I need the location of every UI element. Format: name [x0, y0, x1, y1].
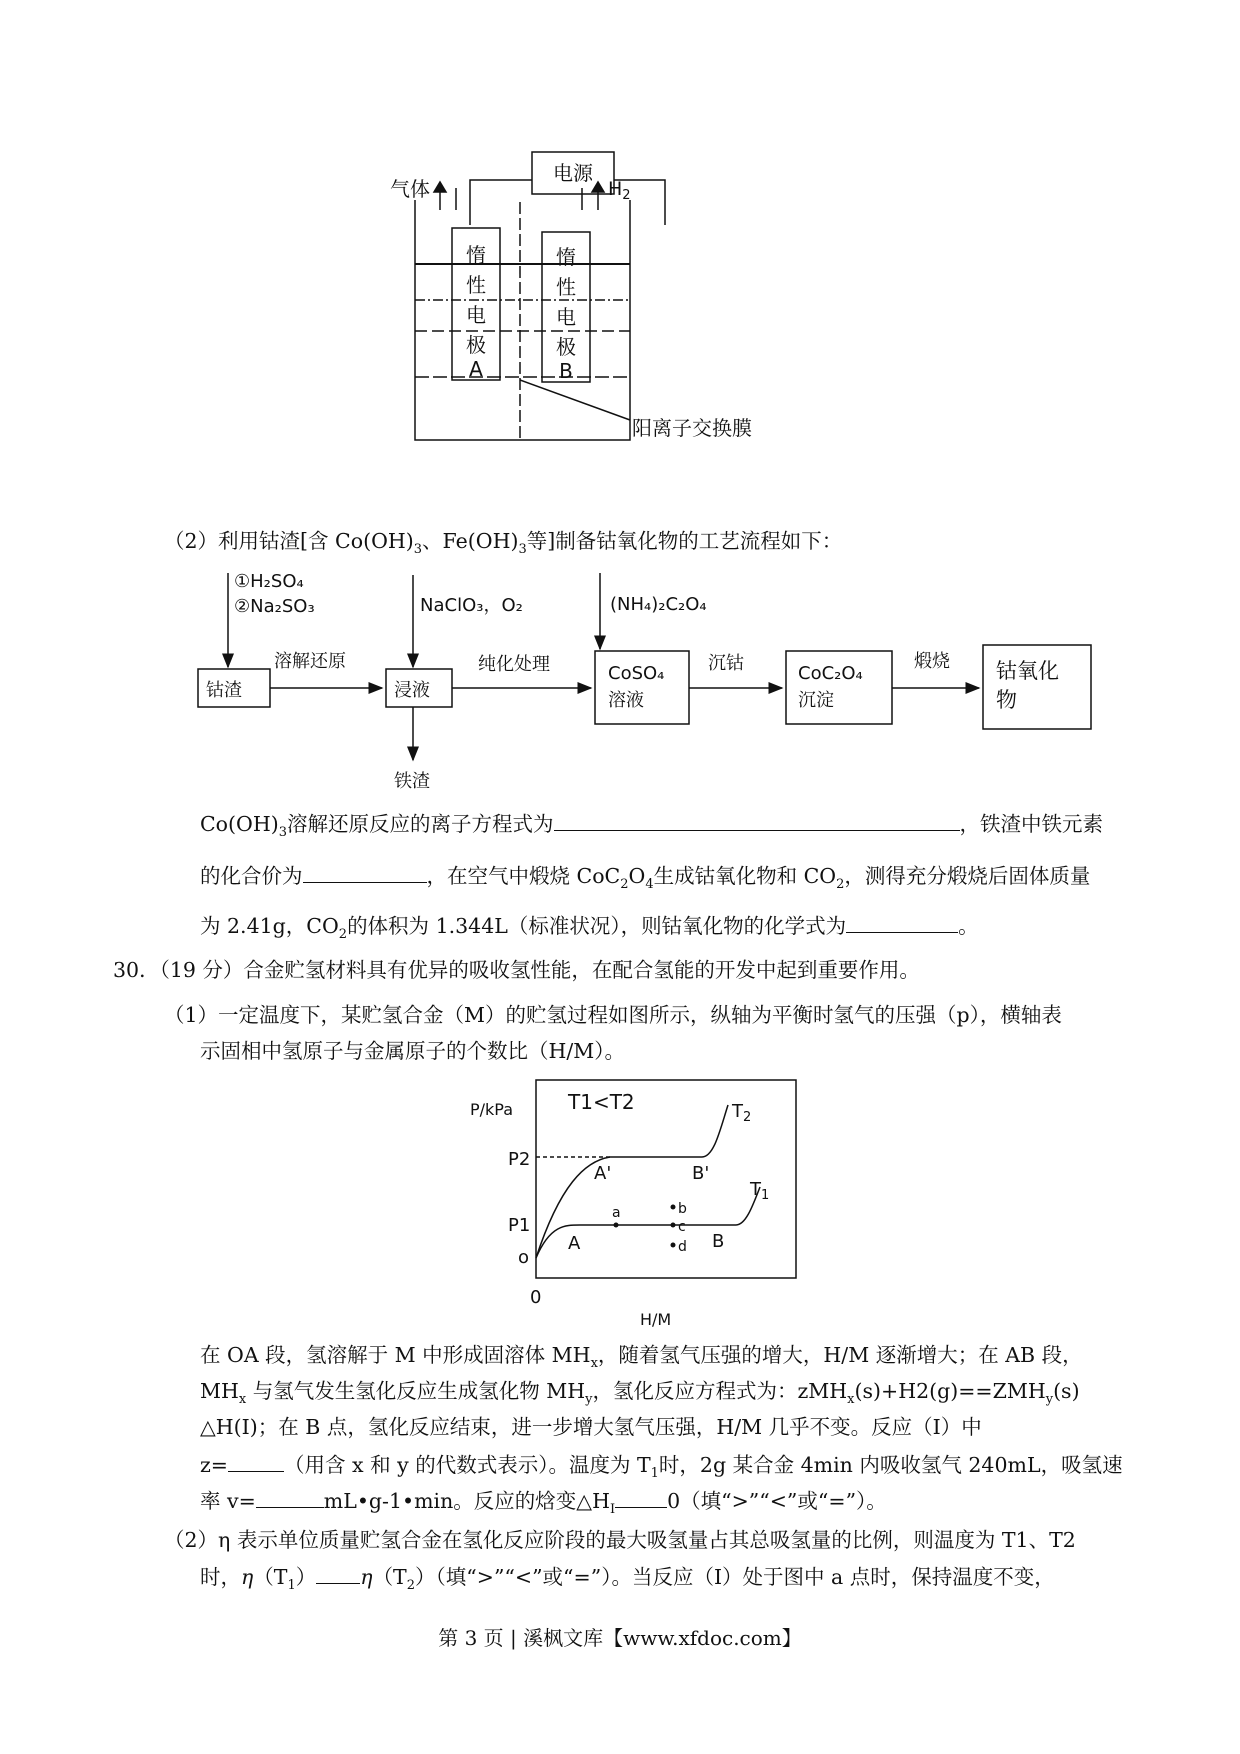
point-d-small: d [678, 1239, 687, 1255]
curve-t1-label: T [750, 1179, 761, 1200]
tick-p1: P1 [508, 1215, 531, 1236]
byproduct-iron-slag: 铁渣 [394, 771, 430, 792]
flow-box-3-line1: CoSO₄ [608, 663, 665, 684]
electrode-a-char: A [469, 357, 483, 381]
electrode-a-char: 惰 [466, 243, 486, 267]
reagent-3: (NH₄)₂C₂O₄ [610, 594, 707, 615]
electrode-b-char: 性 [556, 275, 576, 299]
flow-step-4: 煅烧 [914, 651, 950, 672]
curve-t2-sub: 2 [743, 1110, 752, 1125]
gas-out-left-label: 气体 [390, 177, 430, 201]
point-c-small: c [678, 1219, 686, 1235]
p1-text-line2: $MH_x$ 与氢气发生氢化反应生成氢化物 $MH_y$，氢化反应方程式为：$zMH_x(s)+H2(g)==ZMH_y(s)$ [200, 1379, 1080, 1408]
answer-blank-enthalpy[interactable] [615, 1485, 667, 1508]
q2-line-1: $Co(OH)_3$溶解还原反应的离子方程式为 ，铁渣中铁元素 [200, 808, 1103, 848]
membrane-label: 阳离子交换膜 [632, 416, 752, 440]
p1-text-line4: z= （用含 x 和 y 的代数式表示）。温度为 $T_1$时，2g 某合金 4min 内吸收氢气 240mL，吸氢速 [200, 1449, 1123, 1489]
point-a-small: a [612, 1205, 621, 1221]
q30-part1-line2: 示固相中氢原子与金属原子的个数比（H/M）。 [200, 1039, 626, 1063]
point-a-prime: A' [594, 1163, 612, 1184]
electrode-b-char: B [559, 359, 573, 383]
point-b: B [712, 1231, 725, 1252]
flow-box-5-line1: 钴氧化 [996, 659, 1059, 683]
electrolysis-cell-diagram [390, 140, 860, 490]
q30-header: 30．（19 分）合金贮氢材料具有优异的吸收氢性能，在配合氢能的开发中起到重要作用。 [113, 958, 920, 982]
flow-step-3: 沉钴 [708, 653, 744, 674]
p1-text-line1: 在 OA 段，氢溶解于 M 中形成固溶体 $MH_x$，随着氢气压强的增大，H/M 逐渐增大；在 AB 段， [200, 1343, 1083, 1372]
p1-text-line3: △H(Ⅰ)；在 B 点，氢化反应结束，进一步增大氢气压强，H/M 几乎不变。反应（Ⅰ）中 [200, 1415, 982, 1439]
answer-blank-eta-compare[interactable] [316, 1561, 360, 1584]
answer-blank-rate[interactable] [256, 1485, 324, 1508]
flow-box-coso4 [595, 651, 689, 724]
p2-text-line1: （2）η 表示单位质量贮氢合金在氢化反应阶段的最大吸氢量占其总吸氢量的比例，则温度为 T1、T2 [164, 1528, 1076, 1552]
flow-box-4-line2: 沉淀 [798, 690, 834, 711]
reagent-1-line2: ②Na₂SO₃ [234, 596, 315, 617]
svg-text:T1 [749, 1179, 769, 1203]
flow-box-1-label: 钴渣 [206, 680, 242, 701]
pressure-isotherm-graph [470, 1075, 810, 1331]
q2-line-3: 为 2.41g，$CO_2$的体积为 1.344L（标准状况），则钴氧化物的化学式为 。 [200, 910, 979, 950]
svg-text:T2 [731, 1101, 751, 1125]
process-flow-diagram [180, 565, 1100, 795]
tick-zero: 0 [530, 1287, 542, 1308]
curve-t1-sub: 1 [761, 1188, 770, 1203]
graph-title: T1<T2 [568, 1090, 635, 1114]
answer-blank-iron-valence[interactable] [303, 860, 427, 883]
electrode-b-char: 电 [556, 305, 576, 329]
flow-box-cobalt-oxide [983, 645, 1091, 729]
p2-text-line2: 时，$\eta(T_1)$ $\eta(T_2)$（填“>”“<”或“=”）。当反应（Ⅰ）处于图中 a 点时，保持温度不变， [200, 1561, 1055, 1601]
graph-x-label: H/M [640, 1310, 672, 1329]
part2-intro: （2）利用钴渣[含 $Co(OH)_3$、$Fe(OH)_3$等]制备钴氧化物的工艺流程如下： [164, 529, 843, 558]
curve-t2-label: T [732, 1101, 743, 1122]
point-b-prime: B' [692, 1163, 710, 1184]
q30-part1-line1: （1）一定温度下，某贮氢合金（M）的贮氢过程如图所示，纵轴为平衡时氢气的压强（p），横轴表 [164, 1003, 1062, 1027]
answer-blank-oxide-formula[interactable] [846, 910, 958, 933]
gas-out-right-label: H [608, 178, 623, 200]
tick-p2: P2 [508, 1149, 531, 1170]
flow-box-2-label: 浸液 [394, 680, 430, 701]
flow-box-3-line2: 溶液 [608, 690, 644, 711]
q2-line-2: 的化合价为 ，在空气中煅烧 $CoC_2O_4$生成钴氧化物和 $CO_2$，测得充分煅烧后固体质量 [200, 860, 1090, 900]
gas-out-right-sub: 2 [622, 188, 631, 203]
electrode-a-char: 性 [466, 273, 486, 297]
flow-box-4-line1: CoC₂O₄ [798, 663, 863, 684]
point-a: A [568, 1233, 581, 1254]
reagent-1-line1: ①H₂SO₄ [234, 571, 304, 592]
p1-text-line5: 率 v= mL•g-1•min。反应的焓变$\triangle H_I$ 0（填“>”“<”或“=”）。 [200, 1485, 887, 1525]
point-b-small: b [678, 1201, 687, 1217]
power-source-label: 电源 [553, 161, 593, 185]
flow-box-coc2o4 [786, 651, 892, 724]
electrode-b-char: 极 [556, 335, 576, 359]
electrode-b-char: 惰 [556, 245, 576, 269]
flow-box-5-line2: 物 [996, 688, 1017, 712]
reagent-2: NaClO₃，O₂ [420, 595, 523, 616]
svg-text:H2 [608, 178, 631, 203]
graph-y-label: P/kPa [470, 1100, 514, 1119]
page-footer: 第 3 页 | 溪枫文库【www.xfdoc.com】 [438, 1626, 802, 1650]
electrode-a-char: 极 [466, 333, 486, 357]
flow-step-2: 纯化处理 [478, 654, 550, 675]
flow-step-1: 溶解还原 [274, 651, 346, 672]
electrode-a-char: 电 [466, 303, 486, 327]
answer-blank-z[interactable] [228, 1449, 284, 1472]
tick-o: o [518, 1247, 530, 1268]
answer-blank-ionic-equation[interactable] [554, 808, 960, 831]
